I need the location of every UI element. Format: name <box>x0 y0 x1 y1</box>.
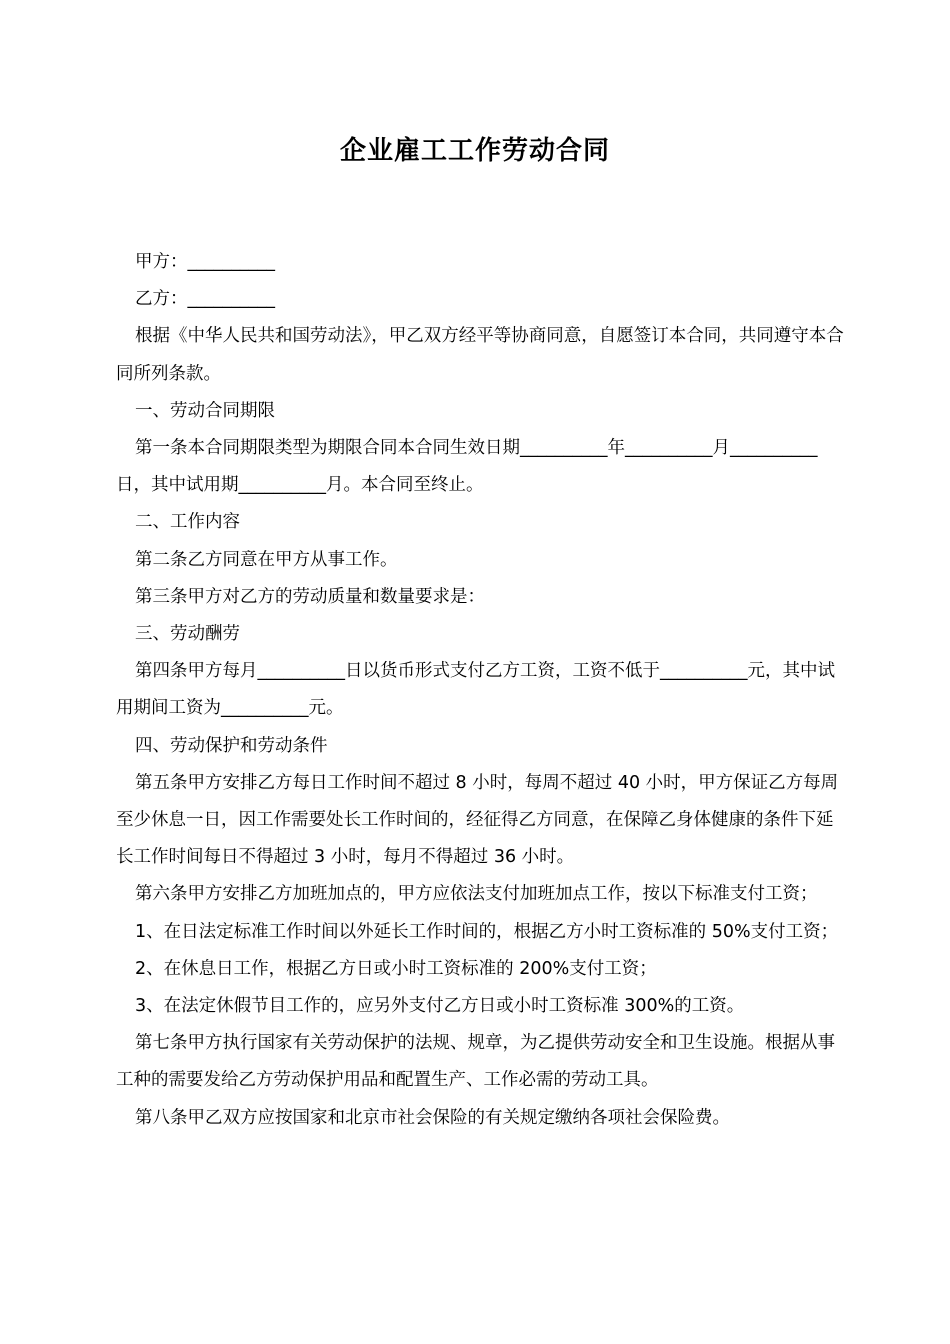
document-title: 企业雇工工作劳动合同 <box>339 136 610 166</box>
article-5: 第五条甲方安排乙方每日工作时间不超过 8 小时，每周不超过 40 小时，甲方保证乙方每周至少休息一日，因工作需要处长工作时间的，经征得乙方同意，在保障乙身体健康的条件下延长工作时间每日不得超过 3 小时，每月不得超过 36 小时。 <box>116 772 839 868</box>
party-b-line: 乙方：__________ <box>135 289 275 310</box>
article-8: 第八条甲乙双方应按国家和北京市社会保险的有关规定缴纳各项社会保险费。 <box>135 1107 730 1128</box>
article-7: 第七条甲方执行国家有关劳动保护的法规、规章，为乙提供劳动安全和卫生设施。根据从事工种的需要发给乙方劳动保护用品和配置生产、工作必需的劳动工具。 <box>116 1033 835 1091</box>
article-4: 第四条甲方每月__________日以货币形式支付乙方工资，工资不低于__________元，其中试用期间工资为__________元。 <box>116 661 835 719</box>
article-6: 第六条甲方安排乙方加班加点的，甲方应依法支付加班加点工作，按以下标准支付工资； <box>135 884 818 905</box>
article-6-item-2: 2、在休息日工作，根据乙方日或小时工资标准的 200%支付工资； <box>135 958 657 979</box>
article-6-item-3: 3、在法定休假节目工作的，应另外支付乙方日或小时工资标准 300%的工资。 <box>135 996 745 1017</box>
article-6-item-1: 1、在日法定标准工作时间以外延长工作时间的，根据乙方小时工资标准的 50%支付工资； <box>135 921 839 942</box>
section-heading-work-content: 二、工作内容 <box>135 512 240 533</box>
section-heading-protection: 四、劳动保护和劳动条件 <box>135 735 328 756</box>
article-2: 第二条乙方同意在甲方从事工作。 <box>135 549 398 570</box>
section-heading-remuneration: 三、劳动酬劳 <box>135 624 240 645</box>
preamble-paragraph: 根据《中华人民共和国劳动法》，甲乙双方经平等协商同意，自愿签订本合同，共同遵守本合同所列条款。 <box>116 326 844 384</box>
document-body <box>116 244 846 1137</box>
article-1: 第一条本合同期限类型为期限合同本合同生效日期__________年__________月__________日，其中试用期__________月。本合同至终止。 <box>116 438 818 496</box>
section-heading-term: 一、劳动合同期限 <box>135 400 275 421</box>
party-a-line: 甲方：__________ <box>135 252 275 272</box>
article-3: 第三条甲方对乙方的劳动质量和数量要求是： <box>135 586 485 607</box>
